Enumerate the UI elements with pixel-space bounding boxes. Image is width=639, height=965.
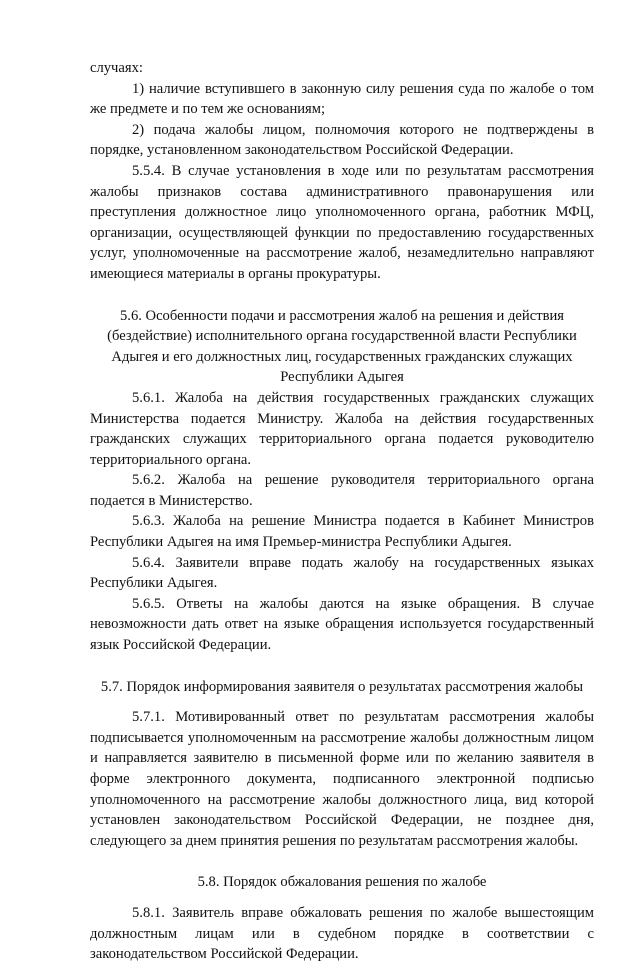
paragraph-5-6-5: 5.6.5. Ответы на жалобы даются на языке обращения. В случае невозможности дать ответ на языке обращения используется государственный язык Российской Федерации. <box>90 595 594 654</box>
paragraph-5-5-4: 5.5.4. В случае установления в ходе или по результатам рассмотрения жалобы признаков состава административного правонарушения или преступления должностное лицо уполномоченного органа, работник МФЦ, организации, осуществляющей функции по предоставлению государственных услуг, уполномоченные на рассмотрение жалоб, незамедлительно направляют имеющиеся материалы в органы прокуратуры. <box>90 162 594 282</box>
paragraph-5-6-2: 5.6.2. Жалоба на решение руководителя территориального органа подается в Министерство. <box>90 472 594 509</box>
paragraph-5-7-1: 5.7.1. Мотивированный ответ по результатам рассмотрения жалобы подписывается уполномоченным на рассмотрение жалобы должностным лицом и направляется заявителю в письменной форме или по желанию заявителя в форме электронного документа, подписанного электронной подписью уполномоченного на рассмотрение жалобы должностного лица, вид которой установлен законодательством Российской Федерации, не позднее дня, следующего за днем принятия решения по результатам рассмотрения жалобы. <box>90 709 594 849</box>
list-item-2: 2) подача жалобы лицом, полномочия которого не подтверждены в порядке, установленном законодательством Российской Федерации. <box>90 121 594 159</box>
paragraph-5-8-1: 5.8.1. Заявитель вправе обжаловать решения по жалобе вышестоящим должностным лицам или в судебном порядке в соответствии с законодательством Российской Федерации. <box>90 904 594 963</box>
list-item-1: 1) наличие вступившего в законную силу решения суда по жалобе о том же предмете и по тем же основаниям; <box>90 80 594 118</box>
section-heading-5-8: 5.8. Порядок обжалования решения по жалобе <box>197 874 487 891</box>
paragraph-5-6-1: 5.6.1. Жалоба на действия государственных гражданских служащих Министерства подается Министру. Жалоба на действия государственных гражданских служащих территориального органа подается руководителю территориального органа. <box>90 389 594 468</box>
paragraph-5-6-4: 5.6.4. Заявители вправе подать жалобу на государственных языках Республики Адыгея. <box>90 554 594 592</box>
document-page <box>90 58 594 965</box>
paragraph-continuation: случаях: <box>90 60 143 76</box>
section-heading-5-7: 5.7. Порядок информирования заявителя о результатах рассмотрения жалобы <box>100 678 584 695</box>
section-heading-5-6: 5.6. Особенности подачи и рассмотрения жалоб на решения и действия (бездействие) исполнительного органа государственной власти Республики Адыгея и его должностных лиц, государственных гражданских служащих Республики Адыгея <box>107 307 577 386</box>
paragraph-5-6-3: 5.6.3. Жалоба на решение Министра подается в Кабинет Министров Республики Адыгея на имя Премьер-министра Республики Адыгея. <box>90 513 594 551</box>
